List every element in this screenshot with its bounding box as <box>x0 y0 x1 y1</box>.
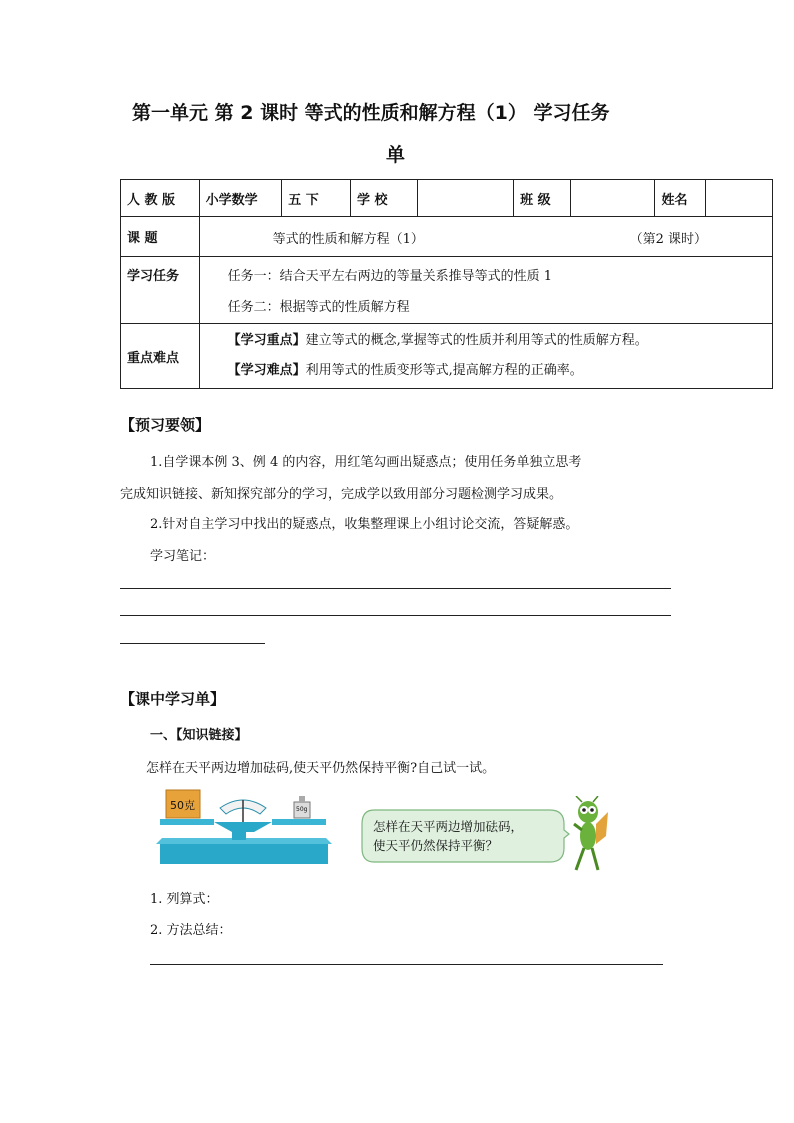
page-title: 第一单元 第 2 课时 等式的性质和解方程（1） 学习任务 <box>132 102 610 124</box>
keypoints-cell <box>199 324 772 389</box>
scale-beam <box>214 822 272 832</box>
small-weight-label: 50g <box>296 806 308 813</box>
weight-label: 50克 <box>170 799 195 812</box>
keypoints-label: 重点难点 <box>121 324 200 389</box>
page-title-continued: 单 <box>386 144 406 166</box>
subject-value: 小学数学 <box>199 180 282 217</box>
item-method-summary: 2. 方法总结： <box>150 923 232 938</box>
key-point-line <box>228 326 772 356</box>
school-field[interactable] <box>417 180 513 217</box>
tasks-cell <box>199 257 772 324</box>
key-point-tag: 【学习重点】 <box>227 333 306 348</box>
balance-question: 怎样在天平两边增加砝码,使天平仍然保持平衡?自己试一试。 <box>146 761 496 776</box>
tasks-label: 学习任务 <box>121 257 200 324</box>
difficulty-line <box>228 356 772 386</box>
name-label: 姓名 <box>655 180 706 217</box>
topic-value: 等式的性质和解方程（1） <box>272 232 424 247</box>
notes-line-1[interactable] <box>120 588 671 589</box>
preview-item-1-line-2: 完成知识链接、新知探究部分的学习，完成学以致用部分习题检测学习成果。 <box>120 487 563 502</box>
bubble-line-2: 使天平仍然保持平衡？ <box>373 838 499 853</box>
right-pan <box>272 819 326 825</box>
left-pan <box>160 819 214 825</box>
in-class-heading: 【课中学习单】 <box>120 690 226 708</box>
topic-cell <box>199 217 772 257</box>
scale-base <box>160 844 328 864</box>
difficulty-text: 利用等式的性质变形等式,提高解方程的正确率。 <box>305 363 583 378</box>
preview-item-1-line-1: 1.自学课本例 3、例 4 的内容，用红笔勾画出疑惑点；使用任务单独立思考 <box>150 455 582 470</box>
class-label: 班 级 <box>514 180 571 217</box>
bubble-line-1: 怎样在天平两边增加砝码， <box>373 819 524 834</box>
preview-heading: 【预习要领】 <box>120 416 211 434</box>
lesson-number: （第2 课时） <box>629 232 708 247</box>
small-weight-knob <box>299 796 305 802</box>
difficulty-tag: 【学习难点】 <box>227 363 306 378</box>
notes-line-2[interactable] <box>120 615 671 616</box>
key-point-text: 建立等式的概念,掌握等式的性质并利用等式的性质解方程。 <box>305 333 648 348</box>
notes-line-3[interactable] <box>120 643 265 644</box>
summary-answer-line[interactable] <box>150 964 663 965</box>
edition-label: 人 教 版 <box>121 180 200 217</box>
grade-value: 五 下 <box>282 180 351 217</box>
item-list-equation: 1. 列算式： <box>150 892 219 907</box>
school-label: 学 校 <box>350 180 417 217</box>
lesson-info-table <box>120 179 773 389</box>
notes-label: 学习笔记： <box>150 549 216 564</box>
name-field[interactable] <box>706 180 773 217</box>
grasshopper-icon <box>566 796 614 872</box>
task-2: 任务二：根据等式的性质解方程 <box>227 300 410 315</box>
topic-label: 课 题 <box>121 217 200 257</box>
task-1: 任务一：结合天平左右两边的等量关系推导等式的性质 1 <box>227 269 553 284</box>
knowledge-link-heading: 一、【知识链接】 <box>150 728 248 743</box>
preview-item-2: 2.针对自主学习中找出的疑惑点，收集整理课上小组讨论交流，答疑解惑。 <box>150 517 579 532</box>
class-field[interactable] <box>570 180 655 217</box>
